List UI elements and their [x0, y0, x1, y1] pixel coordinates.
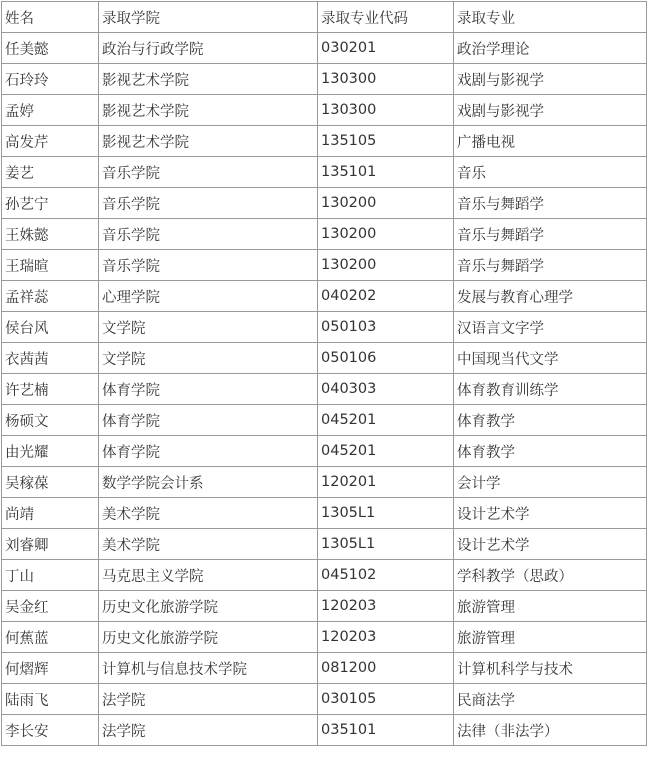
cell-name: 孟婷 — [2, 95, 99, 126]
cell-name: 孟祥蕊 — [2, 281, 99, 312]
cell-college: 体育学院 — [99, 405, 318, 436]
cell-major-code: 130200 — [318, 250, 454, 281]
cell-major: 体育教学 — [454, 405, 647, 436]
cell-major-code: 130300 — [318, 64, 454, 95]
table-row — [2, 405, 647, 436]
cell-major-code: 030105 — [318, 684, 454, 715]
table-row — [2, 157, 647, 188]
cell-major-code: 050103 — [318, 312, 454, 343]
admission-table — [1, 1, 647, 746]
cell-major: 计算机科学与技术 — [454, 653, 647, 684]
cell-college: 影视艺术学院 — [99, 126, 318, 157]
cell-major-code: 030201 — [318, 33, 454, 64]
cell-major-code: 081200 — [318, 653, 454, 684]
cell-major: 戏剧与影视学 — [454, 95, 647, 126]
cell-major-code: 120203 — [318, 622, 454, 653]
cell-major: 发展与教育心理学 — [454, 281, 647, 312]
cell-major-code: 050106 — [318, 343, 454, 374]
table-row — [2, 343, 647, 374]
cell-college: 文学院 — [99, 343, 318, 374]
cell-major-code: 130300 — [318, 95, 454, 126]
cell-major: 体育教学 — [454, 436, 647, 467]
header-row — [2, 2, 647, 33]
table-row — [2, 436, 647, 467]
table-row — [2, 374, 647, 405]
cell-college: 文学院 — [99, 312, 318, 343]
cell-college: 音乐学院 — [99, 219, 318, 250]
table-row — [2, 591, 647, 622]
table-row — [2, 560, 647, 591]
cell-name: 石玲玲 — [2, 64, 99, 95]
cell-major: 体育教育训练学 — [454, 374, 647, 405]
cell-name: 许艺楠 — [2, 374, 99, 405]
table-row — [2, 622, 647, 653]
cell-major-code: 040303 — [318, 374, 454, 405]
table-row — [2, 188, 647, 219]
table-body — [2, 33, 647, 746]
cell-major: 民商法学 — [454, 684, 647, 715]
cell-college: 历史文化旅游学院 — [99, 622, 318, 653]
cell-college: 美术学院 — [99, 498, 318, 529]
cell-college: 体育学院 — [99, 436, 318, 467]
cell-college: 马克思主义学院 — [99, 560, 318, 591]
cell-college: 音乐学院 — [99, 188, 318, 219]
cell-major-code: 130200 — [318, 188, 454, 219]
cell-college: 计算机与信息技术学院 — [99, 653, 318, 684]
cell-major: 政治学理论 — [454, 33, 647, 64]
cell-major: 旅游管理 — [454, 591, 647, 622]
header-college: 录取学院 — [99, 2, 318, 33]
cell-college: 法学院 — [99, 684, 318, 715]
table-row — [2, 219, 647, 250]
cell-college: 美术学院 — [99, 529, 318, 560]
cell-college: 影视艺术学院 — [99, 64, 318, 95]
cell-name: 孙艺宁 — [2, 188, 99, 219]
cell-major: 法律（非法学） — [454, 715, 647, 746]
cell-major: 广播电视 — [454, 126, 647, 157]
cell-major: 音乐与舞蹈学 — [454, 250, 647, 281]
cell-major-code: 045201 — [318, 436, 454, 467]
cell-name: 任美懿 — [2, 33, 99, 64]
cell-name: 尚靖 — [2, 498, 99, 529]
cell-major-code: 1305L1 — [318, 529, 454, 560]
cell-college: 法学院 — [99, 715, 318, 746]
cell-major: 设计艺术学 — [454, 498, 647, 529]
cell-major: 学科教学（思政） — [454, 560, 647, 591]
cell-name: 王瑞暄 — [2, 250, 99, 281]
cell-major-code: 130200 — [318, 219, 454, 250]
header-major: 录取专业 — [454, 2, 647, 33]
table-row — [2, 250, 647, 281]
cell-major-code: 035101 — [318, 715, 454, 746]
table-row — [2, 281, 647, 312]
header-name: 姓名 — [2, 2, 99, 33]
cell-major-code: 135101 — [318, 157, 454, 188]
cell-name: 姜艺 — [2, 157, 99, 188]
cell-name: 衣茜茜 — [2, 343, 99, 374]
table-row — [2, 529, 647, 560]
cell-major: 音乐与舞蹈学 — [454, 188, 647, 219]
cell-major: 戏剧与影视学 — [454, 64, 647, 95]
cell-name: 李长安 — [2, 715, 99, 746]
cell-major-code: 1305L1 — [318, 498, 454, 529]
cell-name: 陆雨飞 — [2, 684, 99, 715]
table-row — [2, 684, 647, 715]
cell-major: 汉语言文字学 — [454, 312, 647, 343]
cell-name: 杨硕文 — [2, 405, 99, 436]
cell-college: 音乐学院 — [99, 157, 318, 188]
table-row — [2, 498, 647, 529]
cell-name: 何蕉蓝 — [2, 622, 99, 653]
cell-major: 音乐与舞蹈学 — [454, 219, 647, 250]
cell-name: 王姝懿 — [2, 219, 99, 250]
cell-major-code: 045102 — [318, 560, 454, 591]
cell-college: 政治与行政学院 — [99, 33, 318, 64]
cell-name: 丁山 — [2, 560, 99, 591]
cell-major-code: 120203 — [318, 591, 454, 622]
table-row — [2, 312, 647, 343]
cell-college: 数学学院会计系 — [99, 467, 318, 498]
cell-major: 旅游管理 — [454, 622, 647, 653]
cell-major-code: 040202 — [318, 281, 454, 312]
cell-major: 中国现当代文学 — [454, 343, 647, 374]
table-row — [2, 33, 647, 64]
cell-college: 历史文化旅游学院 — [99, 591, 318, 622]
cell-major: 设计艺术学 — [454, 529, 647, 560]
cell-college: 影视艺术学院 — [99, 95, 318, 126]
cell-name: 吴稼葆 — [2, 467, 99, 498]
cell-name: 何熠辉 — [2, 653, 99, 684]
cell-name: 高发芹 — [2, 126, 99, 157]
table-row — [2, 467, 647, 498]
table-row — [2, 715, 647, 746]
cell-major-code: 135105 — [318, 126, 454, 157]
cell-major: 会计学 — [454, 467, 647, 498]
cell-name: 刘睿卿 — [2, 529, 99, 560]
table-row — [2, 653, 647, 684]
header-major-code: 录取专业代码 — [318, 2, 454, 33]
cell-major-code: 045201 — [318, 405, 454, 436]
cell-name: 吴金红 — [2, 591, 99, 622]
cell-college: 音乐学院 — [99, 250, 318, 281]
cell-name: 由光耀 — [2, 436, 99, 467]
cell-name: 侯台风 — [2, 312, 99, 343]
table-row — [2, 64, 647, 95]
cell-major-code: 120201 — [318, 467, 454, 498]
cell-college: 体育学院 — [99, 374, 318, 405]
cell-college: 心理学院 — [99, 281, 318, 312]
table-row — [2, 95, 647, 126]
table-row — [2, 126, 647, 157]
cell-major: 音乐 — [454, 157, 647, 188]
